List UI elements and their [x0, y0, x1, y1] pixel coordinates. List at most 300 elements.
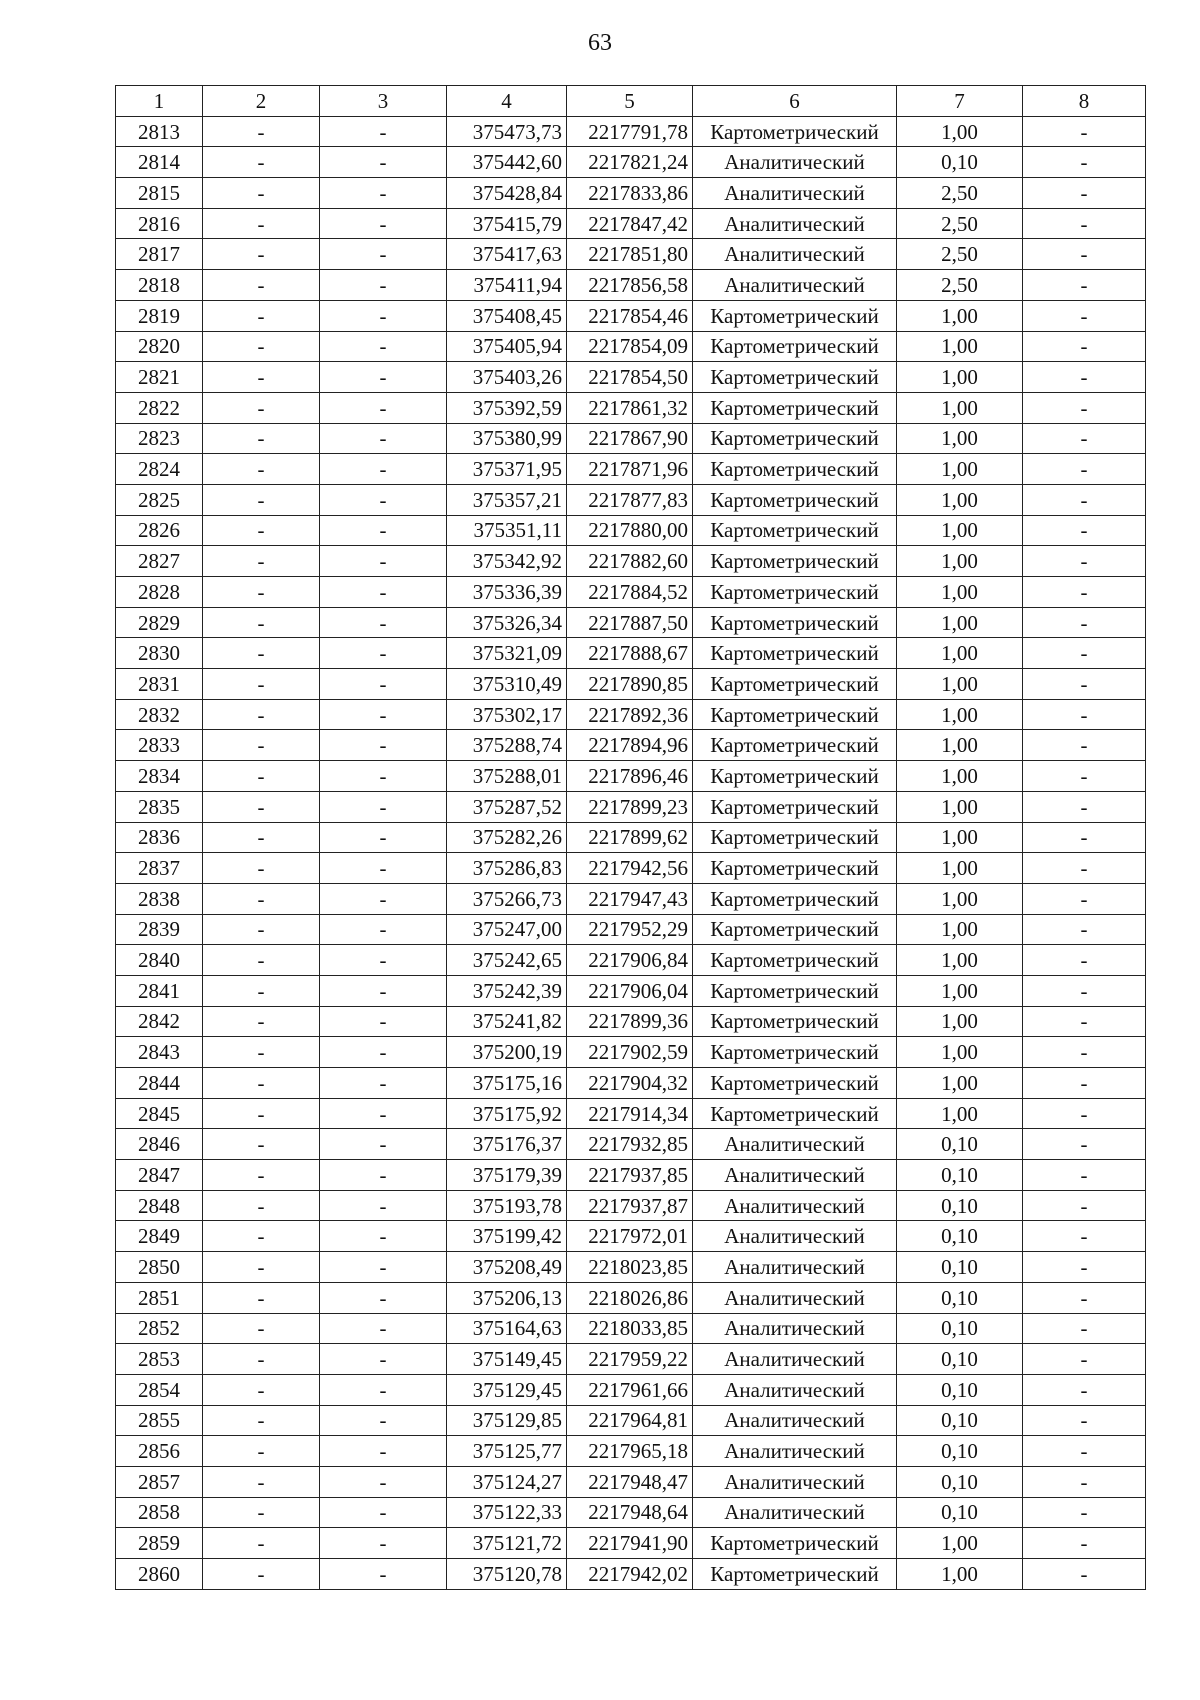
x-coordinate-cell: 375392,59: [447, 392, 567, 423]
col2-cell: -: [203, 1374, 320, 1405]
point-number-cell: 2825: [116, 484, 203, 515]
method-cell: Аналитический: [693, 1405, 897, 1436]
col3-cell: -: [320, 1221, 447, 1252]
col2-cell: -: [203, 515, 320, 546]
col8-cell: -: [1023, 1436, 1146, 1467]
x-coordinate-cell: 375175,92: [447, 1098, 567, 1129]
y-coordinate-cell: 2217947,43: [567, 883, 693, 914]
col8-cell: -: [1023, 1313, 1146, 1344]
table-row: [116, 270, 1146, 301]
header-row: [116, 86, 1146, 117]
col3-cell: -: [320, 362, 447, 393]
col3-cell: -: [320, 1344, 447, 1375]
table-row: [116, 1405, 1146, 1436]
col8-cell: -: [1023, 730, 1146, 761]
col8-cell: -: [1023, 1374, 1146, 1405]
col2-cell: -: [203, 300, 320, 331]
col3-cell: -: [320, 1313, 447, 1344]
col2-cell: -: [203, 699, 320, 730]
table-row: [116, 300, 1146, 331]
point-number-cell: 2850: [116, 1252, 203, 1283]
col2-cell: -: [203, 914, 320, 945]
col3-cell: -: [320, 1559, 447, 1590]
point-number-cell: 2820: [116, 331, 203, 362]
x-coordinate-cell: 375403,26: [447, 362, 567, 393]
col2-cell: -: [203, 116, 320, 147]
y-coordinate-cell: 2217964,81: [567, 1405, 693, 1436]
col3-cell: -: [320, 1497, 447, 1528]
x-coordinate-cell: 375164,63: [447, 1313, 567, 1344]
accuracy-cell: 0,10: [897, 1221, 1023, 1252]
point-number-cell: 2813: [116, 116, 203, 147]
method-cell: Картометрический: [693, 945, 897, 976]
col2-cell: -: [203, 1528, 320, 1559]
table-row: [116, 423, 1146, 454]
y-coordinate-cell: 2217877,83: [567, 484, 693, 515]
y-coordinate-cell: 2217856,58: [567, 270, 693, 301]
col8-cell: -: [1023, 945, 1146, 976]
y-coordinate-cell: 2217888,67: [567, 638, 693, 669]
col3-cell: -: [320, 116, 447, 147]
x-coordinate-cell: 375124,27: [447, 1466, 567, 1497]
accuracy-cell: 0,10: [897, 1466, 1023, 1497]
point-number-cell: 2840: [116, 945, 203, 976]
y-coordinate-cell: 2217932,85: [567, 1129, 693, 1160]
method-cell: Картометрический: [693, 914, 897, 945]
table-row: [116, 392, 1146, 423]
table-row: [116, 362, 1146, 393]
method-cell: Картометрический: [693, 454, 897, 485]
method-cell: Картометрический: [693, 1068, 897, 1099]
accuracy-cell: 0,10: [897, 1405, 1023, 1436]
x-coordinate-cell: 375351,11: [447, 515, 567, 546]
col3-cell: -: [320, 975, 447, 1006]
y-coordinate-cell: 2217791,78: [567, 116, 693, 147]
col8-cell: -: [1023, 1098, 1146, 1129]
x-coordinate-cell: 375405,94: [447, 331, 567, 362]
point-number-cell: 2857: [116, 1466, 203, 1497]
column-header: 3: [320, 86, 447, 117]
x-coordinate-cell: 375241,82: [447, 1006, 567, 1037]
point-number-cell: 2856: [116, 1436, 203, 1467]
col2-cell: -: [203, 331, 320, 362]
accuracy-cell: 1,00: [897, 1098, 1023, 1129]
table-row: [116, 1037, 1146, 1068]
col3-cell: -: [320, 208, 447, 239]
col8-cell: -: [1023, 331, 1146, 362]
accuracy-cell: 1,00: [897, 1559, 1023, 1590]
col2-cell: -: [203, 1344, 320, 1375]
col3-cell: -: [320, 239, 447, 270]
y-coordinate-cell: 2217892,36: [567, 699, 693, 730]
col3-cell: -: [320, 270, 447, 301]
col2-cell: -: [203, 147, 320, 178]
accuracy-cell: 1,00: [897, 362, 1023, 393]
x-coordinate-cell: 375199,42: [447, 1221, 567, 1252]
point-number-cell: 2836: [116, 822, 203, 853]
method-cell: Картометрический: [693, 975, 897, 1006]
table-row: [116, 1466, 1146, 1497]
point-number-cell: 2833: [116, 730, 203, 761]
col3-cell: -: [320, 484, 447, 515]
x-coordinate-cell: 375129,45: [447, 1374, 567, 1405]
point-number-cell: 2819: [116, 300, 203, 331]
point-number-cell: 2854: [116, 1374, 203, 1405]
method-cell: Картометрический: [693, 822, 897, 853]
col8-cell: -: [1023, 515, 1146, 546]
col8-cell: -: [1023, 853, 1146, 884]
method-cell: Аналитический: [693, 208, 897, 239]
method-cell: Картометрический: [693, 791, 897, 822]
y-coordinate-cell: 2217851,80: [567, 239, 693, 270]
accuracy-cell: 1,00: [897, 1006, 1023, 1037]
point-number-cell: 2834: [116, 761, 203, 792]
col3-cell: -: [320, 1098, 447, 1129]
col2-cell: -: [203, 362, 320, 393]
x-coordinate-cell: 375326,34: [447, 607, 567, 638]
col8-cell: -: [1023, 1497, 1146, 1528]
col2-cell: -: [203, 1466, 320, 1497]
y-coordinate-cell: 2217941,90: [567, 1528, 693, 1559]
point-number-cell: 2844: [116, 1068, 203, 1099]
x-coordinate-cell: 375282,26: [447, 822, 567, 853]
point-number-cell: 2852: [116, 1313, 203, 1344]
y-coordinate-cell: 2217867,90: [567, 423, 693, 454]
table-row: [116, 484, 1146, 515]
column-header: 5: [567, 86, 693, 117]
table-row: [116, 1528, 1146, 1559]
col8-cell: -: [1023, 975, 1146, 1006]
y-coordinate-cell: 2217942,56: [567, 853, 693, 884]
col3-cell: -: [320, 300, 447, 331]
x-coordinate-cell: 375179,39: [447, 1160, 567, 1191]
table-row: [116, 1282, 1146, 1313]
accuracy-cell: 1,00: [897, 392, 1023, 423]
col3-cell: -: [320, 1436, 447, 1467]
col2-cell: -: [203, 669, 320, 700]
col2-cell: -: [203, 1436, 320, 1467]
col2-cell: -: [203, 975, 320, 1006]
method-cell: Картометрический: [693, 392, 897, 423]
table-row: [116, 454, 1146, 485]
col8-cell: -: [1023, 270, 1146, 301]
accuracy-cell: 0,10: [897, 1129, 1023, 1160]
col2-cell: -: [203, 607, 320, 638]
point-number-cell: 2849: [116, 1221, 203, 1252]
col3-cell: -: [320, 1466, 447, 1497]
point-number-cell: 2851: [116, 1282, 203, 1313]
accuracy-cell: 1,00: [897, 515, 1023, 546]
col3-cell: -: [320, 454, 447, 485]
table-row: [116, 791, 1146, 822]
table-row: [116, 1313, 1146, 1344]
col8-cell: -: [1023, 239, 1146, 270]
accuracy-cell: 0,10: [897, 1190, 1023, 1221]
table-row: [116, 147, 1146, 178]
x-coordinate-cell: 375149,45: [447, 1344, 567, 1375]
col2-cell: -: [203, 484, 320, 515]
accuracy-cell: 1,00: [897, 761, 1023, 792]
point-number-cell: 2827: [116, 546, 203, 577]
method-cell: Аналитический: [693, 1436, 897, 1467]
y-coordinate-cell: 2217882,60: [567, 546, 693, 577]
accuracy-cell: 1,00: [897, 116, 1023, 147]
y-coordinate-cell: 2217904,32: [567, 1068, 693, 1099]
col3-cell: -: [320, 607, 447, 638]
accuracy-cell: 0,10: [897, 1436, 1023, 1467]
point-number-cell: 2816: [116, 208, 203, 239]
y-coordinate-cell: 2217887,50: [567, 607, 693, 638]
method-cell: Аналитический: [693, 239, 897, 270]
col3-cell: -: [320, 392, 447, 423]
method-cell: Аналитический: [693, 1374, 897, 1405]
col8-cell: -: [1023, 822, 1146, 853]
y-coordinate-cell: 2217896,46: [567, 761, 693, 792]
method-cell: Картометрический: [693, 423, 897, 454]
accuracy-cell: 1,00: [897, 730, 1023, 761]
accuracy-cell: 1,00: [897, 1037, 1023, 1068]
col8-cell: -: [1023, 1466, 1146, 1497]
col3-cell: -: [320, 914, 447, 945]
table-row: [116, 853, 1146, 884]
accuracy-cell: 0,10: [897, 1160, 1023, 1191]
table-row: [116, 577, 1146, 608]
col2-cell: -: [203, 454, 320, 485]
y-coordinate-cell: 2218033,85: [567, 1313, 693, 1344]
col3-cell: -: [320, 730, 447, 761]
col2-cell: -: [203, 423, 320, 454]
x-coordinate-cell: 375286,83: [447, 853, 567, 884]
accuracy-cell: 0,10: [897, 147, 1023, 178]
x-coordinate-cell: 375242,65: [447, 945, 567, 976]
point-number-cell: 2847: [116, 1160, 203, 1191]
accuracy-cell: 0,10: [897, 1344, 1023, 1375]
col2-cell: -: [203, 1006, 320, 1037]
table-row: [116, 1098, 1146, 1129]
x-coordinate-cell: 375208,49: [447, 1252, 567, 1283]
method-cell: Картометрический: [693, 546, 897, 577]
point-number-cell: 2846: [116, 1129, 203, 1160]
y-coordinate-cell: 2217821,24: [567, 147, 693, 178]
accuracy-cell: 1,00: [897, 577, 1023, 608]
x-coordinate-cell: 375247,00: [447, 914, 567, 945]
x-coordinate-cell: 375408,45: [447, 300, 567, 331]
col2-cell: -: [203, 577, 320, 608]
method-cell: Картометрический: [693, 1528, 897, 1559]
col3-cell: -: [320, 822, 447, 853]
col8-cell: -: [1023, 1129, 1146, 1160]
column-header: 4: [447, 86, 567, 117]
x-coordinate-cell: 375342,92: [447, 546, 567, 577]
column-header: 8: [1023, 86, 1146, 117]
method-cell: Картометрический: [693, 607, 897, 638]
table-row: [116, 116, 1146, 147]
table-row: [116, 607, 1146, 638]
y-coordinate-cell: 2217854,46: [567, 300, 693, 331]
accuracy-cell: 1,00: [897, 484, 1023, 515]
col8-cell: -: [1023, 761, 1146, 792]
table-row: [116, 331, 1146, 362]
col2-cell: -: [203, 1160, 320, 1191]
col3-cell: -: [320, 1405, 447, 1436]
table-row: [116, 239, 1146, 270]
method-cell: Аналитический: [693, 1190, 897, 1221]
col3-cell: -: [320, 1190, 447, 1221]
table-row: [116, 1160, 1146, 1191]
y-coordinate-cell: 2217894,96: [567, 730, 693, 761]
method-cell: Аналитический: [693, 1466, 897, 1497]
point-number-cell: 2843: [116, 1037, 203, 1068]
x-coordinate-cell: 375415,79: [447, 208, 567, 239]
x-coordinate-cell: 375411,94: [447, 270, 567, 301]
x-coordinate-cell: 375473,73: [447, 116, 567, 147]
method-cell: Аналитический: [693, 147, 897, 178]
accuracy-cell: 2,50: [897, 178, 1023, 209]
col8-cell: -: [1023, 300, 1146, 331]
col3-cell: -: [320, 423, 447, 454]
accuracy-cell: 1,00: [897, 945, 1023, 976]
y-coordinate-cell: 2217937,87: [567, 1190, 693, 1221]
point-number-cell: 2853: [116, 1344, 203, 1375]
method-cell: Картометрический: [693, 730, 897, 761]
accuracy-cell: 0,10: [897, 1497, 1023, 1528]
method-cell: Картометрический: [693, 300, 897, 331]
x-coordinate-cell: 375357,21: [447, 484, 567, 515]
table-body: [116, 116, 1146, 1589]
point-number-cell: 2848: [116, 1190, 203, 1221]
col3-cell: -: [320, 791, 447, 822]
accuracy-cell: 1,00: [897, 791, 1023, 822]
method-cell: Картометрический: [693, 331, 897, 362]
table-row: [116, 546, 1146, 577]
col8-cell: -: [1023, 883, 1146, 914]
point-number-cell: 2829: [116, 607, 203, 638]
accuracy-cell: 1,00: [897, 454, 1023, 485]
col3-cell: -: [320, 147, 447, 178]
y-coordinate-cell: 2217914,34: [567, 1098, 693, 1129]
col3-cell: -: [320, 515, 447, 546]
accuracy-cell: 0,10: [897, 1282, 1023, 1313]
point-number-cell: 2859: [116, 1528, 203, 1559]
accuracy-cell: 1,00: [897, 822, 1023, 853]
table-row: [116, 1129, 1146, 1160]
y-coordinate-cell: 2217871,96: [567, 454, 693, 485]
x-coordinate-cell: 375417,63: [447, 239, 567, 270]
method-cell: Картометрический: [693, 362, 897, 393]
table-row: [116, 761, 1146, 792]
col2-cell: -: [203, 883, 320, 914]
accuracy-cell: 1,00: [897, 699, 1023, 730]
method-cell: Картометрический: [693, 638, 897, 669]
accuracy-cell: 1,00: [897, 423, 1023, 454]
x-coordinate-cell: 375176,37: [447, 1129, 567, 1160]
method-cell: Аналитический: [693, 1160, 897, 1191]
method-cell: Картометрический: [693, 577, 897, 608]
page-number: 63: [588, 30, 612, 56]
x-coordinate-cell: 375310,49: [447, 669, 567, 700]
col8-cell: -: [1023, 699, 1146, 730]
col8-cell: -: [1023, 669, 1146, 700]
col8-cell: -: [1023, 914, 1146, 945]
col3-cell: -: [320, 1528, 447, 1559]
col8-cell: -: [1023, 362, 1146, 393]
accuracy-cell: 1,00: [897, 883, 1023, 914]
accuracy-cell: 1,00: [897, 1068, 1023, 1099]
method-cell: Аналитический: [693, 1221, 897, 1252]
table-row: [116, 1252, 1146, 1283]
x-coordinate-cell: 375121,72: [447, 1528, 567, 1559]
table-row: [116, 638, 1146, 669]
y-coordinate-cell: 2218026,86: [567, 1282, 693, 1313]
table-row: [116, 945, 1146, 976]
col3-cell: -: [320, 178, 447, 209]
accuracy-cell: 1,00: [897, 914, 1023, 945]
col3-cell: -: [320, 1068, 447, 1099]
method-cell: Аналитический: [693, 1129, 897, 1160]
col2-cell: -: [203, 1559, 320, 1590]
x-coordinate-cell: 375302,17: [447, 699, 567, 730]
accuracy-cell: 2,50: [897, 239, 1023, 270]
col2-cell: -: [203, 945, 320, 976]
method-cell: Картометрический: [693, 883, 897, 914]
table-row: [116, 1221, 1146, 1252]
x-coordinate-cell: 375321,09: [447, 638, 567, 669]
x-coordinate-cell: 375266,73: [447, 883, 567, 914]
col8-cell: -: [1023, 1037, 1146, 1068]
col8-cell: -: [1023, 546, 1146, 577]
col3-cell: -: [320, 546, 447, 577]
y-coordinate-cell: 2217854,09: [567, 331, 693, 362]
col8-cell: -: [1023, 1344, 1146, 1375]
accuracy-cell: 2,50: [897, 270, 1023, 301]
x-coordinate-cell: 375380,99: [447, 423, 567, 454]
method-cell: Аналитический: [693, 1282, 897, 1313]
method-cell: Картометрический: [693, 1037, 897, 1068]
method-cell: Картометрический: [693, 761, 897, 792]
table-row: [116, 1068, 1146, 1099]
col2-cell: -: [203, 1190, 320, 1221]
table-row: [116, 1559, 1146, 1590]
col8-cell: -: [1023, 1190, 1146, 1221]
x-coordinate-cell: 375206,13: [447, 1282, 567, 1313]
method-cell: Аналитический: [693, 178, 897, 209]
col8-cell: -: [1023, 1405, 1146, 1436]
col8-cell: -: [1023, 208, 1146, 239]
col3-cell: -: [320, 883, 447, 914]
col8-cell: -: [1023, 1252, 1146, 1283]
col2-cell: -: [203, 1037, 320, 1068]
col3-cell: -: [320, 945, 447, 976]
accuracy-cell: 1,00: [897, 300, 1023, 331]
method-cell: Аналитический: [693, 270, 897, 301]
method-cell: Аналитический: [693, 1313, 897, 1344]
col8-cell: -: [1023, 484, 1146, 515]
col2-cell: -: [203, 1405, 320, 1436]
col3-cell: -: [320, 577, 447, 608]
col2-cell: -: [203, 730, 320, 761]
x-coordinate-cell: 375336,39: [447, 577, 567, 608]
col2-cell: -: [203, 853, 320, 884]
x-coordinate-cell: 375129,85: [447, 1405, 567, 1436]
point-number-cell: 2845: [116, 1098, 203, 1129]
table-row: [116, 1006, 1146, 1037]
y-coordinate-cell: 2217880,00: [567, 515, 693, 546]
col8-cell: -: [1023, 1221, 1146, 1252]
table-row: [116, 669, 1146, 700]
method-cell: Картометрический: [693, 484, 897, 515]
col8-cell: -: [1023, 423, 1146, 454]
col2-cell: -: [203, 1282, 320, 1313]
